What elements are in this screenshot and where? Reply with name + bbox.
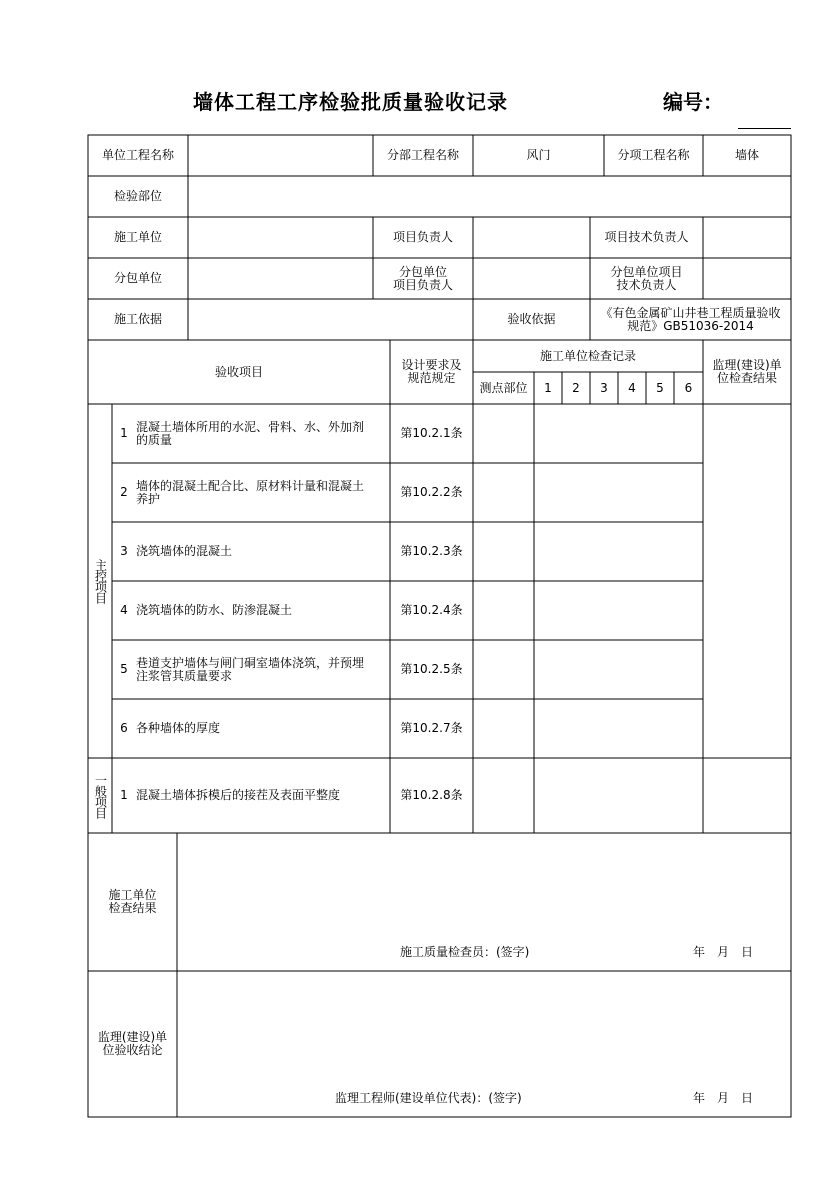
supervisor-signer-label: 监理工程师(建设单位代表)：(签字): [335, 1090, 522, 1105]
item-number: 1: [120, 426, 128, 440]
supervisor-line1: 监理(建设)单: [712, 358, 782, 372]
item-number: 5: [120, 662, 128, 676]
sub-project-manager-label: [373, 258, 473, 299]
item-desc-line1: 浇筑墙体的混凝土: [136, 544, 233, 558]
sub-project-value: 风门: [526, 148, 551, 162]
item-project-value: 墙体: [734, 148, 759, 162]
accept-basis-line2: 规范》GB51036-2014: [627, 318, 754, 333]
item-desc-line1: 浇筑墙体的防水、防渗混凝土: [136, 603, 293, 617]
general-item-row: [112, 758, 390, 833]
sub-tech-line1: 分包单位项目: [610, 264, 683, 279]
item-clause: 第10.2.1条: [400, 426, 463, 440]
contractor-signer-label: 施工质量检查员：(签字): [400, 944, 530, 959]
item-clause: 第10.2.3条: [400, 544, 463, 558]
item-desc-line1: 混凝土墙体所用的水泥、骨料、水、外加剂: [136, 419, 365, 434]
project-manager-label: 项目负责人: [392, 230, 453, 244]
supervisor-result-label: [88, 971, 177, 1117]
item-desc-line2: 注浆管其质量要求: [136, 668, 233, 683]
contractor-result-label: [88, 833, 177, 971]
item-description: [136, 789, 340, 802]
item-desc-line2: 养护: [136, 491, 161, 506]
unit-project-label: 单位工程名称: [101, 148, 174, 162]
main-item-row: [112, 581, 390, 640]
supervisor-result-line1: 监理(建设)单: [97, 1030, 168, 1044]
item-clause: 第10.2.2条: [400, 485, 463, 499]
design-line1: 设计要求及: [401, 358, 462, 372]
main-item-row: [112, 640, 390, 699]
main-item-row: [112, 699, 390, 758]
main-item-row: [112, 463, 390, 522]
contractor-label: 施工单位: [113, 230, 162, 244]
point-number: 5: [656, 380, 664, 395]
item-description: [136, 421, 364, 447]
tech-manager-label: 项目技术负责人: [604, 230, 689, 244]
sub-pm-line2: 项目负责人: [392, 277, 453, 292]
item-desc-line1: 各种墙体的厚度: [136, 721, 221, 735]
subcontractor-label: 分包单位: [113, 271, 162, 285]
inspect-part-label: 检验部位: [113, 189, 162, 203]
point-number: 3: [600, 380, 608, 395]
item-number: 2: [120, 485, 128, 499]
item-number: 6: [120, 721, 128, 735]
item-desc-line1: 巷道支护墙体与闸门硐室墙体浇筑，并预埋: [136, 655, 365, 670]
item-clause: 第10.2.5条: [400, 662, 463, 676]
point-number: 1: [544, 380, 552, 395]
design-requirement-header: [390, 340, 473, 404]
point-location-header: 测点部位: [479, 380, 528, 395]
supervisor-check-header: [703, 340, 791, 404]
page-title: 墙体工程工序检验批质量验收记录: [193, 90, 508, 114]
main-control-group-label: 主控项目: [93, 559, 108, 603]
item-description: [136, 657, 364, 683]
item-clause: 第10.2.7条: [400, 721, 463, 735]
contractor-date-label: 年 月 日: [693, 944, 754, 959]
supervisor-date-label: 年 月 日: [693, 1090, 754, 1105]
main-item-row: [112, 404, 390, 463]
item-number: 4: [120, 603, 128, 617]
contractor-result-line2: 检查结果: [108, 901, 157, 915]
item-description: [136, 545, 232, 558]
point-number: 2: [572, 380, 580, 395]
item-clause: 第10.2.4条: [400, 603, 463, 617]
supervisor-result-line2: 位验收结论: [102, 1043, 163, 1057]
accept-basis-line1: 《有色金属矿山井巷工程质量验收: [600, 305, 781, 320]
sub-tech-manager-label: [590, 258, 703, 299]
item-number: 3: [120, 544, 128, 558]
accept-item-header: 验收项目: [214, 364, 263, 379]
item-description: [136, 722, 220, 735]
sub-tech-line2: 技术负责人: [616, 277, 677, 292]
accept-basis-value: [590, 299, 791, 340]
serial-number-label: 编号：: [663, 90, 723, 114]
sub-project-label: 分部工程名称: [386, 148, 459, 162]
sub-pm-line1: 分包单位: [398, 264, 447, 279]
item-project-label: 分项工程名称: [617, 148, 690, 162]
check-record-header: 施工单位检查记录: [539, 348, 636, 363]
design-line2: 规范规定: [407, 371, 456, 385]
contractor-result-line1: 施工单位: [108, 888, 157, 902]
item-desc-line1: 混凝土墙体拆模后的接茬及表面平整度: [136, 788, 341, 802]
item-description: [136, 480, 364, 506]
general-group-label: 一般项目: [93, 773, 108, 818]
item-clause: 第10.2.8条: [400, 788, 463, 802]
point-number: 4: [628, 380, 636, 395]
item-description: [136, 604, 292, 617]
item-desc-line2: 的质量: [136, 432, 173, 447]
item-desc-line1: 墙体的混凝土配合比、原材料计量和混凝土: [136, 478, 365, 493]
supervisor-line2: 位检查结果: [716, 371, 777, 385]
main-item-row: [112, 522, 390, 581]
accept-basis-label: 验收依据: [507, 312, 556, 326]
basis-label: 施工依据: [113, 312, 162, 326]
point-number: 6: [684, 380, 693, 395]
item-number: 1: [120, 788, 128, 802]
